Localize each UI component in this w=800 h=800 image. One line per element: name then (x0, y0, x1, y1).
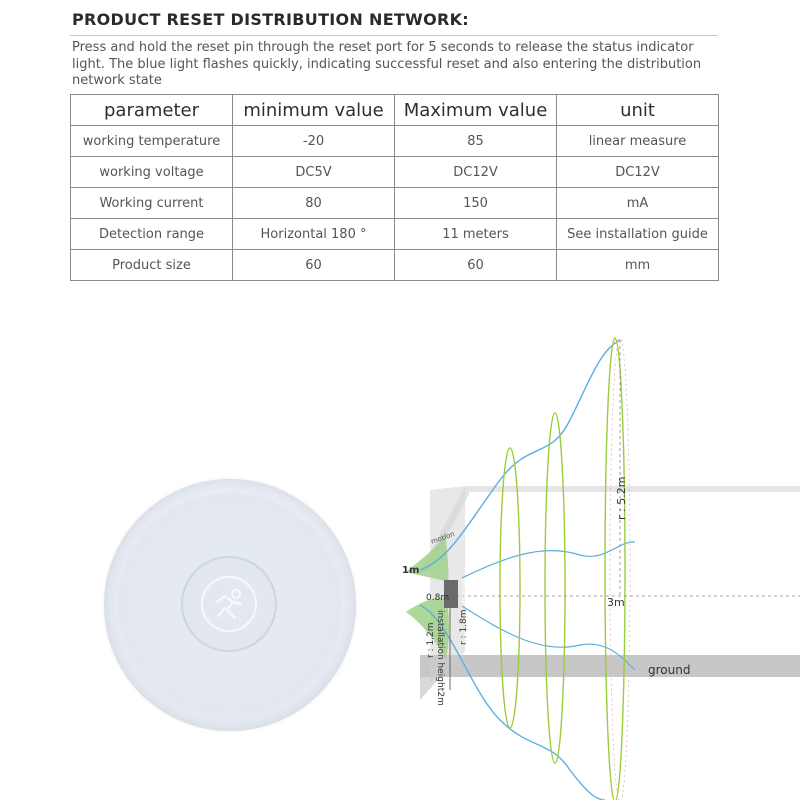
table-row (71, 157, 719, 188)
mid-upper-beam-line (462, 542, 635, 578)
table-cell: mm (557, 250, 719, 281)
table-cell: 11 meters (395, 219, 557, 250)
table-row (71, 219, 719, 250)
label-1m: 1m (402, 565, 420, 576)
table-cell: Horizontal 180 ° (233, 219, 395, 250)
column-header: unit (557, 95, 719, 126)
reset-description: Press and hold the reset pin through the reset port for 5 seconds to release the status indicator light. The blue light flashes quickly, indicating successful reset and also entering the distribution network state (72, 40, 702, 88)
table-cell: mA (557, 188, 719, 219)
label-wall-text: motion (429, 529, 456, 546)
table-cell: working temperature (71, 126, 233, 157)
table-cell: working voltage (71, 157, 233, 188)
table-row (71, 250, 719, 281)
label-ground: ground (648, 663, 691, 677)
table-cell: linear measure (557, 126, 719, 157)
table-row (71, 188, 719, 219)
detection-range-diagram (380, 310, 800, 800)
column-header: Maximum value (395, 95, 557, 126)
table-cell: DC12V (395, 157, 557, 188)
label-r-1-2m: r : 1.2m (426, 622, 436, 658)
column-header: minimum value (233, 95, 395, 126)
label-distance: 3m (607, 596, 625, 609)
spec-table (70, 94, 719, 281)
table-cell: Working current (71, 188, 233, 219)
range-ellipse-3 (605, 338, 625, 800)
label-sensor: sensor (459, 578, 469, 608)
table-cell: 150 (395, 188, 557, 219)
table-cell: 60 (233, 250, 395, 281)
label-0-8m: 0.8m (426, 593, 450, 603)
table-cell: 85 (395, 126, 557, 157)
label-install-height: installation height2m (435, 610, 445, 706)
table-cell: 80 (233, 188, 395, 219)
motion-sensor-figure-icon (201, 576, 257, 632)
table-header-row (71, 95, 719, 126)
table-cell: Product size (71, 250, 233, 281)
page-heading: PRODUCT RESET DISTRIBUTION NETWORK: (72, 10, 469, 29)
column-header: parameter (71, 95, 233, 126)
table-row (71, 126, 719, 157)
range-ellipse-2 (545, 413, 565, 763)
sensor-product-image (104, 479, 356, 731)
ground-band (420, 655, 800, 677)
heading-divider (70, 35, 718, 36)
label-r-large: r : 5.2m (615, 476, 628, 520)
table-cell: -20 (233, 126, 395, 157)
table-cell: See installation guide (557, 219, 719, 250)
table-cell: 60 (395, 250, 557, 281)
table-cell: DC12V (557, 157, 719, 188)
label-r-1-8m: r : 1.8m (459, 609, 469, 645)
table-cell: Detection range (71, 219, 233, 250)
table-cell: DC5V (233, 157, 395, 188)
